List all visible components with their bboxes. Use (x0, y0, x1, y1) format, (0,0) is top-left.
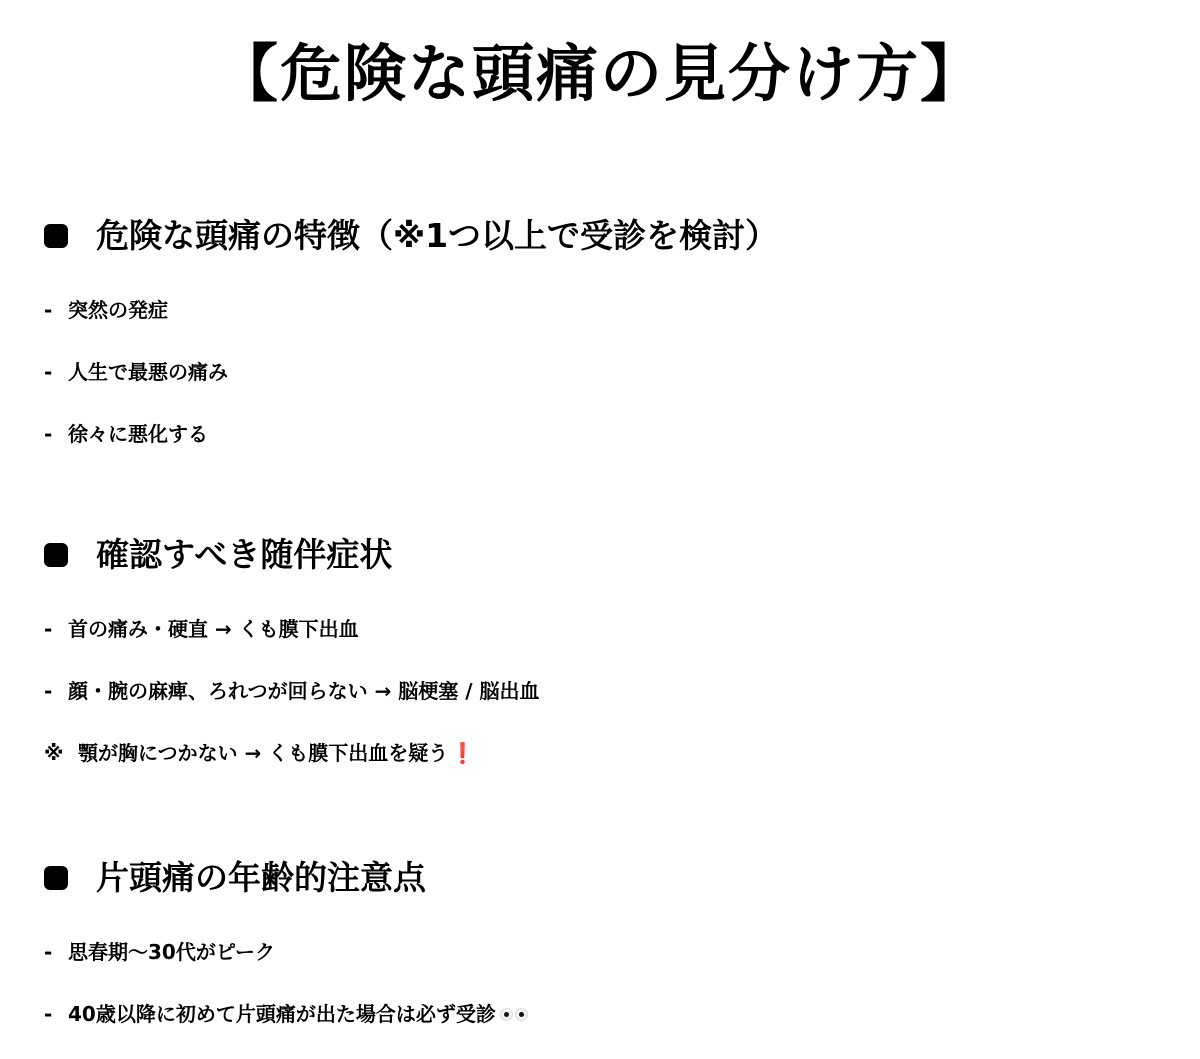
item-list (44, 279, 1164, 465)
list-item (44, 403, 1164, 465)
list-item (44, 660, 1164, 722)
note-marker: ※ (44, 741, 64, 765)
bullet-icon (44, 224, 68, 248)
list-item-text: 突然の発症 (68, 298, 168, 322)
eye-left-icon (500, 1008, 513, 1021)
section-heading (44, 530, 1164, 580)
eyes-icon (500, 1008, 530, 1021)
eye-right-icon (515, 1008, 528, 1021)
dash-marker: - (44, 298, 53, 322)
section-heading-text: 片頭痛の年齢的注意点 (96, 858, 426, 897)
section-danger-features (44, 211, 1164, 465)
dash-marker: - (44, 940, 53, 964)
list-item (44, 598, 1164, 660)
dash-marker: - (44, 360, 53, 384)
list-item-text: 40歳以降に初めて片頭痛が出た場合は必ず受診 (68, 1002, 496, 1026)
list-item-text: 思春期〜30代がピーク (68, 940, 276, 964)
page-title: 【危険な頭痛の見分け方】 (215, 37, 984, 110)
list-item-text: 顔・腕の麻痺、ろれつが回らない → 脳梗塞 / 脳出血 (68, 679, 540, 703)
section-migraine-age (44, 853, 1164, 1045)
dash-marker: - (44, 422, 53, 446)
bullet-icon (44, 543, 68, 567)
item-list (44, 598, 1164, 784)
list-item (44, 279, 1164, 341)
list-item-text: 人生で最悪の痛み (68, 360, 228, 384)
section-heading-text: 確認すべき随伴症状 (96, 535, 393, 574)
list-item-note (44, 722, 1164, 784)
section-heading-text: 危険な頭痛の特徴（※1つ以上で受診を検討） (96, 216, 779, 255)
exclamation-icon: ❗ (450, 741, 476, 765)
dash-marker: - (44, 617, 53, 641)
item-list (44, 921, 1164, 1045)
list-item (44, 921, 1164, 983)
bullet-icon (44, 866, 68, 890)
section-accompanying-symptoms (44, 530, 1164, 784)
list-item-text: 徐々に悪化する (68, 422, 208, 446)
list-item-text: 首の痛み・硬直 → くも膜下出血 (68, 617, 359, 641)
dash-marker: - (44, 1002, 53, 1026)
list-item (44, 983, 1164, 1045)
list-item-text: 顎が胸につかない → くも膜下出血を疑う (78, 741, 449, 765)
section-heading (44, 211, 1164, 261)
list-item (44, 341, 1164, 403)
section-heading (44, 853, 1164, 903)
dash-marker: - (44, 679, 53, 703)
